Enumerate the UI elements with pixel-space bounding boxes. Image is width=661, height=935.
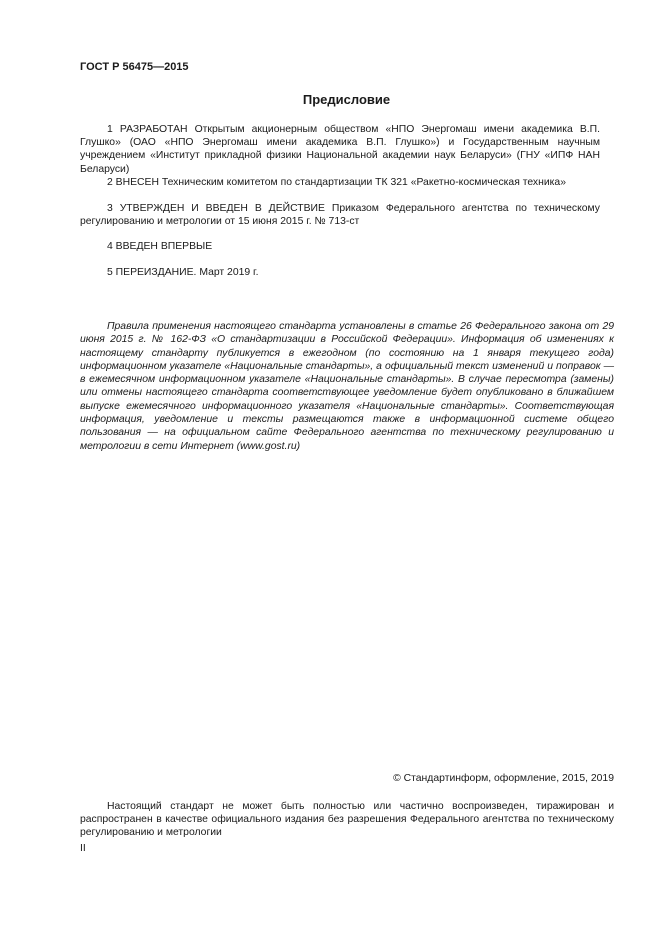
page-number: II [80,843,86,854]
paragraph-first-introduced: 4 ВВЕДЕН ВПЕРВЫЕ [107,241,213,252]
paragraph-submitted-by: 2 ВНЕСЕН Техническим комитетом по стандартизации ТК 321 «Ракетно-космическая техника» [107,177,566,188]
paragraph-approved: 3 УТВЕРЖДЕН И ВВЕДЕН В ДЕЙСТВИЕ Приказом Федерального агентства по техническому регулированию и метрологии от 15 июня 2015 г. № 713-ст [80,203,600,228]
copyright-line: © Стандартинформ, оформление, 2015, 2019 [393,773,614,784]
reproduction-notice: Настоящий стандарт не может быть полностью или частично воспроизведен, тиражирован и распространен в качестве официального издания без разрешения Федерального агентства по техническому регулированию и метрологии [80,801,614,839]
page-title: Предисловие [302,92,391,107]
paragraph-reissue: 5 ПЕРЕИЗДАНИЕ. Март 2019 г. [107,267,259,278]
rules-notice: Правила применения настоящего стандарта установлены в статье 26 Федерального закона от 29 июня 2015 г. № 162-ФЗ «О стандартизации в Российской Федерации». Информация об изменениях к настоящему стандарту публикуется в ежегодном (по состоянию на 1 января текущего года) информационном указателе «Национальные стандарты», а официальный текст изменений и поправок — в ежемесячном информационном указателе «Национальные стандарты». В случае пересмотра (замены) или отмены настоящего стандарта соответствующее уведомление будет опубликовано в ближайшем выпуске ежемесячного информационного указателя «Национальные стандарты». Соответствующая информация, уведомление и тексты размещаются также в информационной системе общего пользования — на официальном сайте Федерального агентства по техническому регулированию и метрологии в сети Интернет (www.gost.ru) [80,321,614,452]
paragraph-developed-by: 1 РАЗРАБОТАН Открытым акционерным обществом «НПО Энергомаш имени академика В.П. Глушко» (ОАО «НПО Энергомаш имени академика В.П. Глушко») и Государственным научным учреждением «Институт прикладной физики Национальной академии наук Беларуси» (ГНУ «ИПФ НАН Беларуси) [80,124,600,175]
document-code-header: ГОСТ Р 56475—2015 [80,61,189,73]
